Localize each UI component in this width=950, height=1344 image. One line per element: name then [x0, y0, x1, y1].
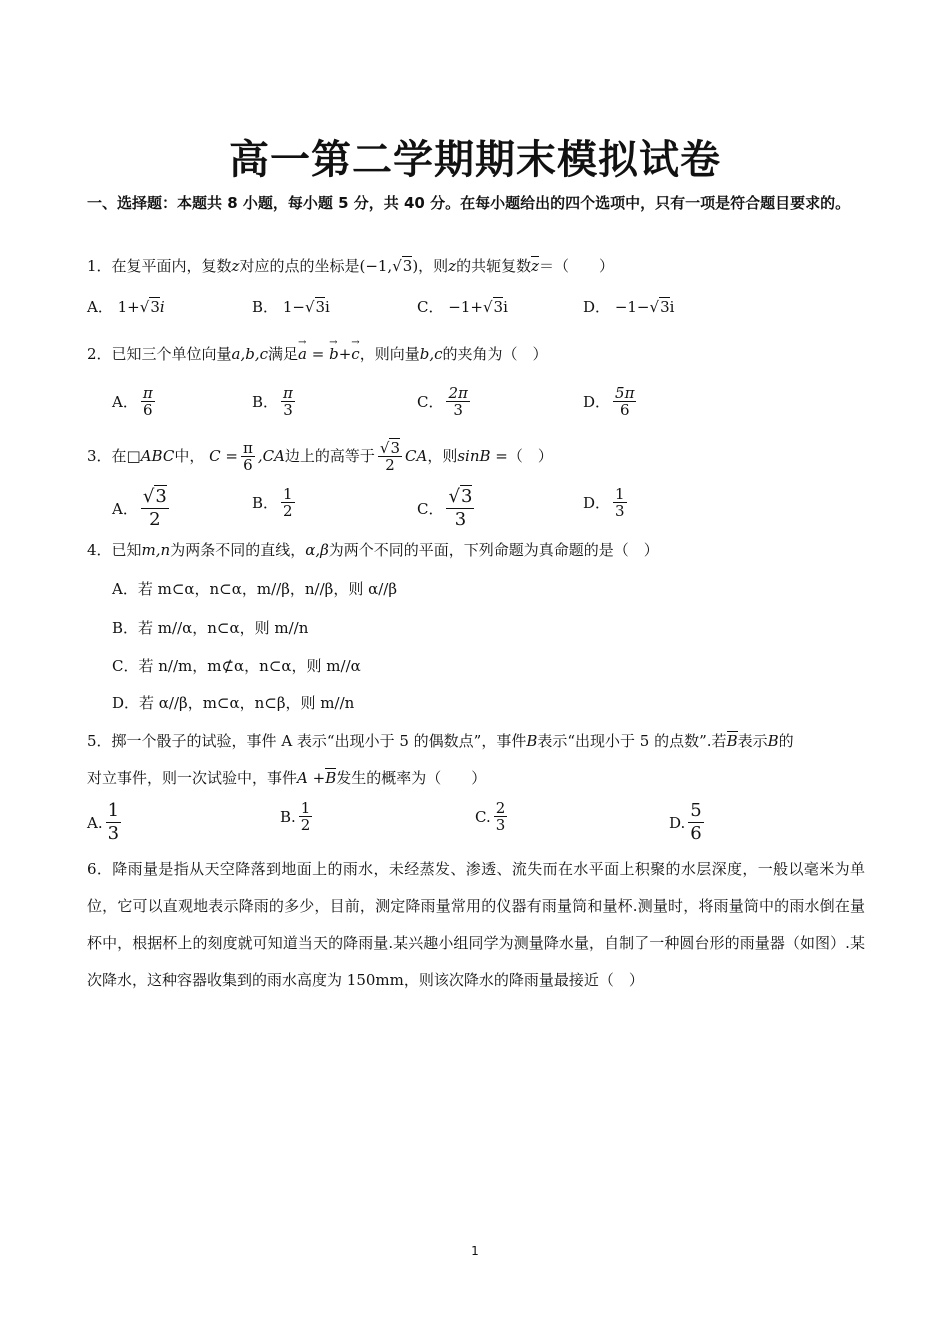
q5-bbar: B: [726, 732, 738, 750]
question-5-line-2: 对立事件，则一次试验中，事件A +B发生的概率为（ ）: [87, 769, 487, 787]
q1-option-b: B． 1− √ 3 i: [252, 297, 330, 316]
q1-stem: 的共轭复数: [456, 257, 532, 275]
q2-options: [112, 385, 892, 425]
q1-stem: ，则: [418, 257, 449, 275]
q1-zbar: z: [531, 257, 540, 275]
q2-option-c: C． $\frac{2\pi}{3}$: [417, 384, 468, 419]
q2-vec-a: → a: [298, 344, 307, 364]
q1-option-c: C． −1+ √ 3 i: [417, 297, 508, 316]
question-6: 6．降雨量是指从天空降落到地面上的雨水，未经蒸发、渗透、流失而在水平面上积聚的水层深度，一般以毫米为单位，它可以直观地表示降雨的多少，目前，测定降雨量常用的仪器有雨量筒和量杯.测量时，将雨量筒中的雨水倒在量杯中，根据杯上的刻度就可知道当天的降雨量.某兴趣小组同学为测量降水量，自制了一种圆台形的雨量器（如图）.某次降水，这种容器收集到的雨水高度为 150mm，则该次降水的降雨量最接近（ ）: [87, 860, 865, 989]
q3-option-d: D． $\frac{1}{3}$: [583, 485, 625, 520]
q2-option-d: D． $\frac{5\pi}{6}$: [583, 384, 635, 419]
q4-option-a: A．若 m⊂α，n⊂α，m//β，n//β，则 α//β: [112, 580, 398, 598]
q5-options: [87, 800, 867, 850]
q1-stem: ＝（ ）: [539, 257, 615, 275]
question-4: 4．已知m,n为两条不同的直线，α,β为两个不同的平面，下列命题为真命题的是（ ）: [87, 541, 659, 559]
q1-options: [87, 296, 867, 336]
q4-option-b: B．若 m//α，n⊂α，则 m//n: [112, 619, 309, 637]
q2-vec-b: → b: [329, 344, 339, 364]
q2-option-b: B． $\frac{\pi}{3}$: [252, 384, 293, 419]
q5-option-a: A. $\frac{1}{3}$: [87, 800, 120, 844]
q1-stem: 对应的点的坐标是: [239, 257, 360, 275]
q2-vectors-bc: b,c: [419, 345, 443, 363]
q2-vectors: a,b,c: [231, 345, 269, 363]
question-2: 2．已知三个单位向量a,b,c满足→ a = → b+→ c，则向量b,c的夹角为（ ）: [87, 344, 867, 364]
q1-coord: (−1,: [359, 257, 393, 275]
exam-title: 高一第二学期期末模拟试卷: [229, 136, 721, 183]
q1-stem: 1．在复平面内，复数: [87, 257, 232, 275]
section-heading: 一、选择题：本题共 8 小题，每小题 5 分，共 40 分。在每小题给出的四个选项中，只有一项是符合题目要求的。: [87, 194, 851, 212]
q3-triangle: □ABC: [126, 447, 175, 465]
q5-option-c: C. $\frac{2}{3}$: [475, 799, 506, 834]
q3-option-a: A． $\frac{√3}{2}$: [112, 486, 167, 530]
q3-option-c: C． $\frac{√3}{3}$: [417, 486, 473, 530]
q1-option-d: D． −1− √ 3 i: [583, 297, 675, 316]
question-5-line-1: 5．掷一个骰子的试验，事件 A 表示“出现小于 5 的偶数点”，事件B表示“出现小于 5 的点数”.若B表示B的: [87, 732, 794, 750]
q1-var: z: [231, 257, 240, 275]
q1-coord: ): [412, 257, 419, 275]
question-3: 3．在 □ABC 中， C = $\frac{\pi}{6}$ ,CA 边上的高等于 $\frac{√3}{2}$ CA ，则 sinB = （ ）: [87, 438, 553, 474]
q5-option-d: D. $\frac{5}{6}$: [669, 800, 702, 844]
page-number: 1: [471, 1244, 479, 1258]
q3-options: [112, 485, 892, 530]
q4-option-d: D．若 α//β，m⊂α，n⊂β，则 m//n: [112, 694, 355, 712]
q3-option-b: B． $\frac{1}{2}$: [252, 485, 293, 520]
q1-option-a: A． 1+ √ 3 i: [87, 297, 165, 316]
q2-option-a: A． $\frac{\pi}{6}$: [112, 384, 153, 419]
q2-vec-c: → c: [351, 344, 359, 364]
q5-option-b: B. $\frac{1}{2}$: [280, 799, 311, 834]
q1-var: z: [448, 257, 457, 275]
q4-option-c: C．若 n//m，m⊄α，n⊂α，则 m//α: [112, 657, 361, 675]
question-1: 1．在复平面内，复数z对应的点的坐标是(−1,√3)，则z的共轭复数z＝（ ）: [87, 257, 615, 275]
q1-coord-sqrt: 3: [402, 257, 413, 275]
